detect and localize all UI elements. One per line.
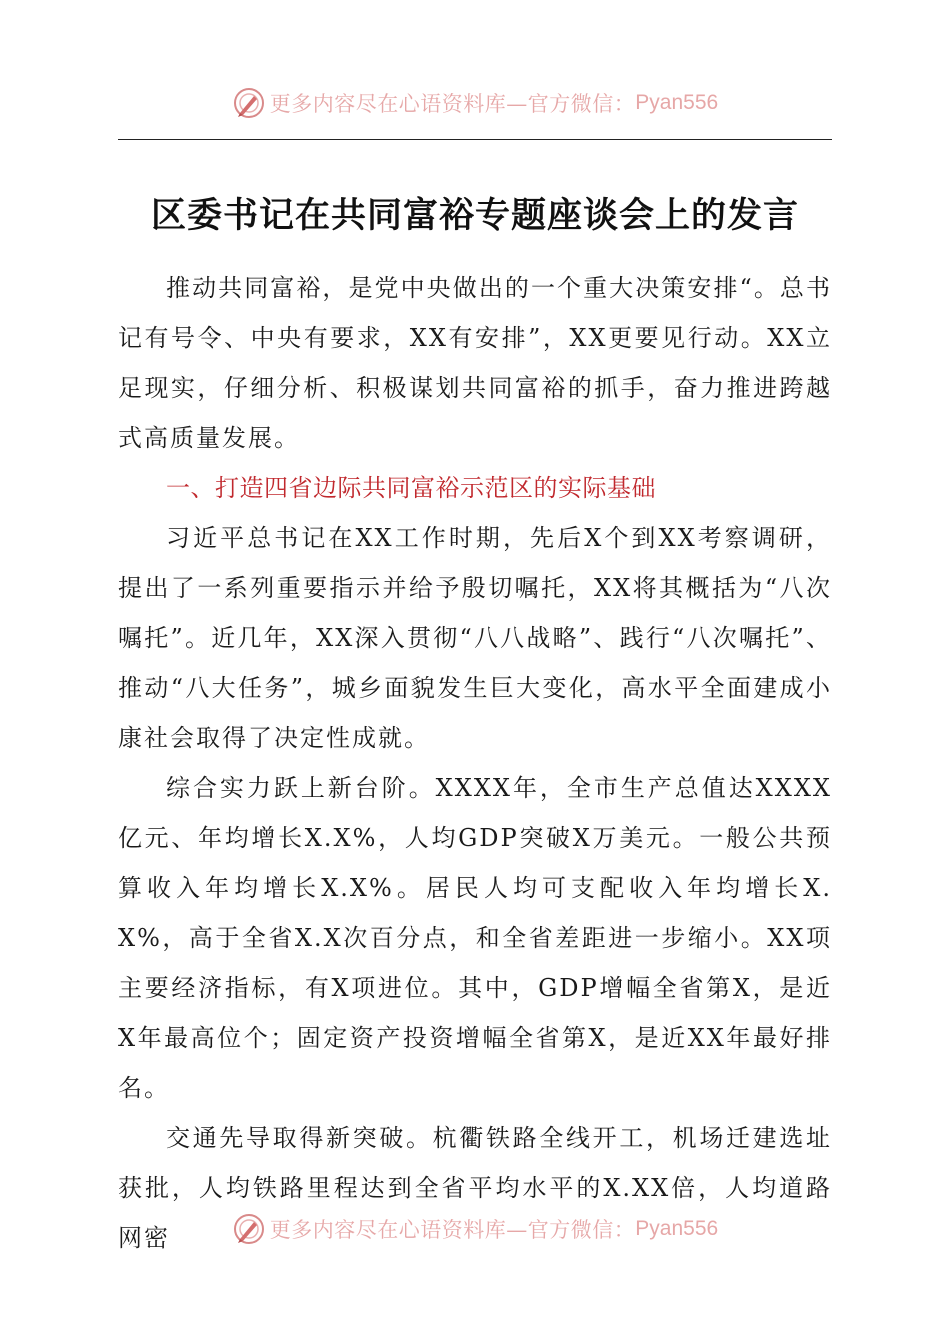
body-paragraph: 推动共同富裕，是党中央做出的一个重大决策安排“。总书记有号令、中央有要求，XX有安排”，XX更要见行动。XX立足现实，仔细分析、积极谋划共同富裕的抓手，奋力推进跨越式高质量发展。 — [118, 274, 832, 452]
body-paragraph: 交通先导取得新突破。杭衢铁路全线开工，机场迁建选址获批，人均铁路里程达到全省平均水平的X.XX倍，人均道路网密 — [118, 1124, 832, 1252]
body-paragraph: 习近平总书记在XX工作时期，先后X个到XX考察调研，提出了一系列重要指示并给予殷切嘱托，XX将其概括为“八次嘱托”。近几年，XX深入贯彻“八八战略”、践行“八次嘱托”、推动“八大任务”，城乡面貌发生巨大变化，高水平全面建成小康社会取得了决定性成就。 — [118, 524, 832, 752]
watermark-text: 更多内容尽在心语资料库—官方微信： — [269, 92, 636, 116]
watermark-wechat-id: Pyan556 — [635, 1217, 719, 1240]
pen-logo-icon — [232, 1212, 266, 1246]
header-divider — [118, 139, 832, 140]
watermark-text: 更多内容尽在心语资料库—官方微信： — [269, 1218, 636, 1242]
watermark-wechat-id: Pyan556 — [635, 91, 719, 114]
body-paragraph: 综合实力跃上新台阶。XXXX年，全市生产总值达XXXX亿元、年均增长X.X%，人均GDP突破X万美元。一般公共预算收入年均增长X.X%。居民人均可支配收入年均增长X.X%，高于全省X.X次百分点，和全省差距进一步缩小。XX项主要经济指标，有X项进位。其中，GDP增幅全省第X，是近X年最高位个；固定资产投资增幅全省第X，是近XX年最好排名。 — [118, 774, 832, 1102]
document-body — [118, 263, 832, 1263]
footer-watermark-banner — [0, 1209, 950, 1249]
document-title: 区委书记在共同富裕专题座谈会上的发言 — [150, 195, 799, 236]
section-heading: 一、打造四省边际共同富裕示范区的实际基础 — [166, 474, 656, 502]
header-watermark-banner — [0, 83, 950, 123]
pen-logo-icon — [232, 86, 266, 120]
